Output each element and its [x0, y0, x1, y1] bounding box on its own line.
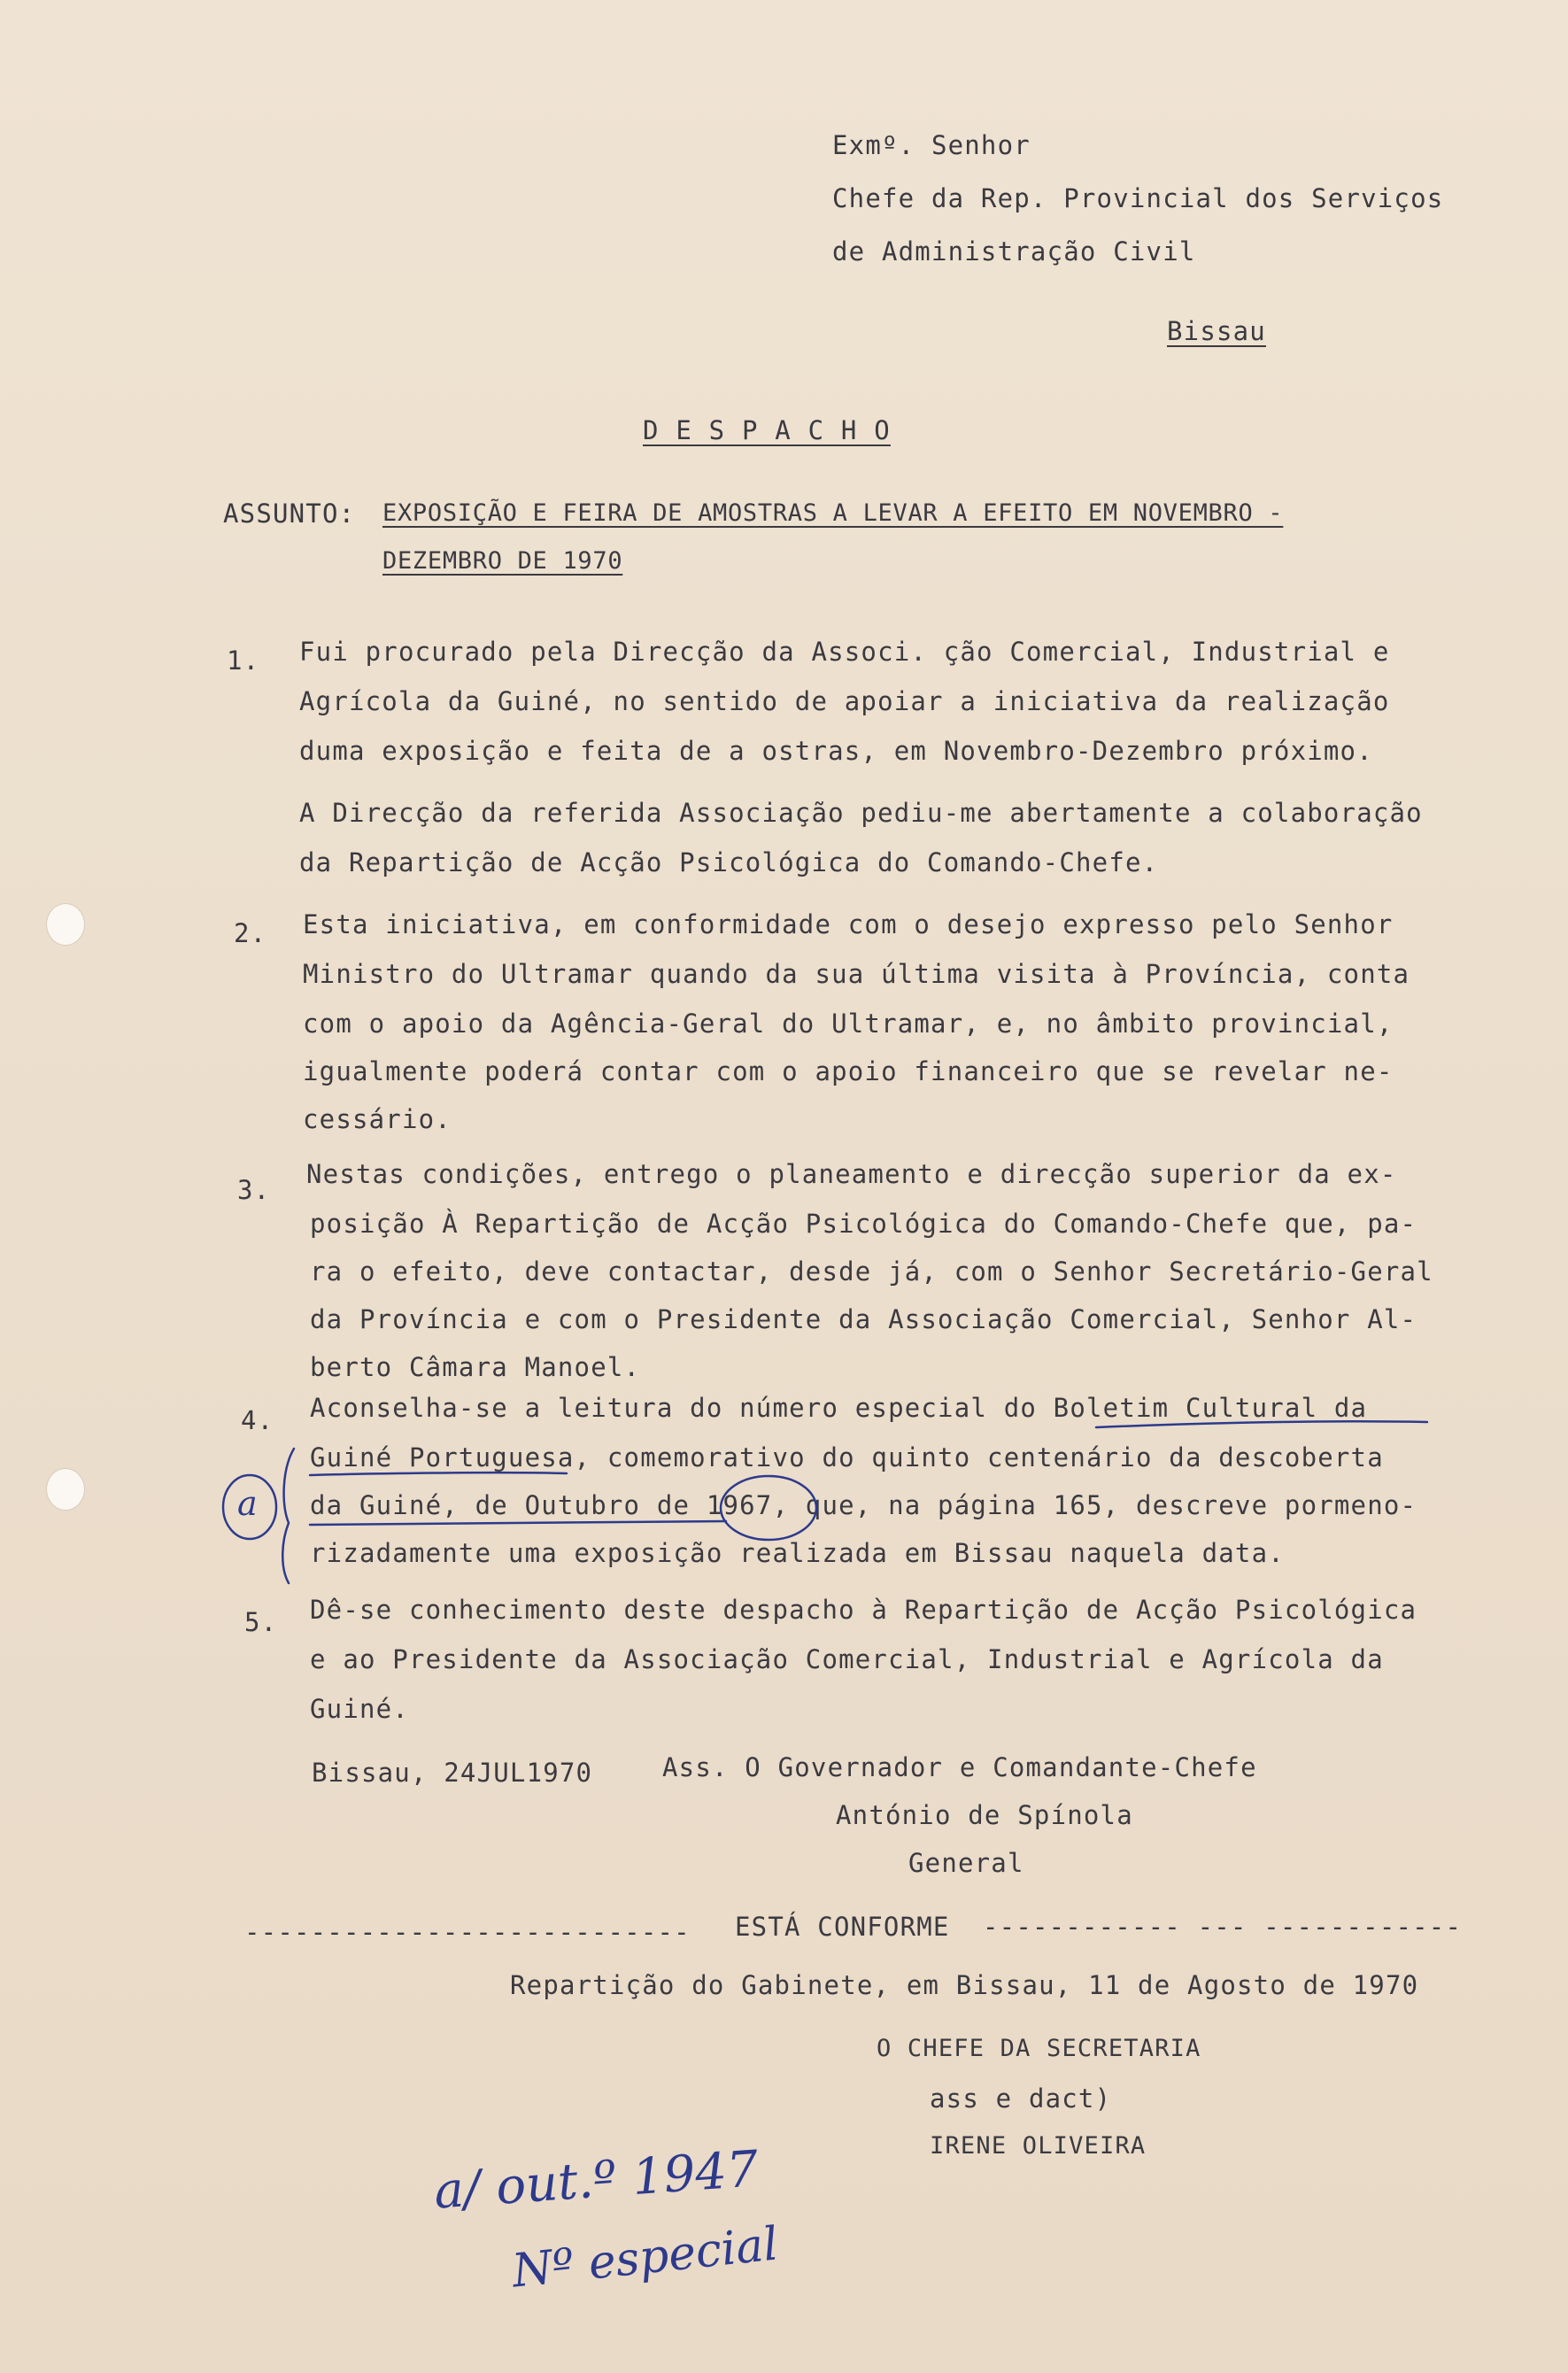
ink-bracket — [282, 1449, 294, 1583]
paragraph-4-line-1: Aconselha-se a leitura do número especial do Boletim Cultural da — [310, 1393, 1368, 1423]
paragraph-number: 2. — [234, 918, 267, 948]
paragraph-3-line-2: posição À Repartição de Acção Psicológica do Comando-Chefe que, pa- — [310, 1209, 1417, 1239]
paragraph-number: 5. — [244, 1607, 278, 1637]
paragraph-5-line-2: e ao Presidente da Associação Comercial, Industrial e Agrícola da — [310, 1644, 1384, 1674]
paragraph-4-line-4: rizadamente uma exposição realizada em Bissau naquela data. — [310, 1538, 1285, 1568]
conforme-label: ESTÁ CONFORME — [735, 1912, 950, 1942]
paragraph-1b-line-1: A Direcção da referida Associação pediu-me abertamente a colaboração — [299, 798, 1423, 828]
handwritten-note-date: a/ out.º 1947 — [432, 2140, 761, 2221]
margin-annotation: a — [237, 1484, 258, 1523]
address-place: Bissau — [1167, 316, 1266, 346]
conforme-divider-left: --------------------------- — [244, 1917, 691, 1947]
address-line-3: de Administração Civil — [832, 236, 1196, 267]
paragraph-2-line-3: com o apoio da Agência-Geral do Ultramar, e, no âmbito provincial, — [303, 1009, 1394, 1039]
signature-date: Bissau, 24JUL1970 — [312, 1758, 593, 1788]
paragraph-1b-line-2: da Repartição de Acção Psicológica do Comando-Chefe. — [299, 847, 1159, 877]
handwritten-note-special: Nº especial — [509, 2217, 781, 2299]
paragraph-2-line-5: cessário. — [303, 1104, 452, 1134]
subject-line-1: EXPOSIÇÃO E FEIRA DE AMOSTRAS A LEVAR A EFEITO EM NOVEMBRO - — [382, 499, 1284, 527]
signature-name: António de Spínola — [836, 1800, 1133, 1830]
footer-chief: O CHEFE DA SECRETARIA — [877, 2035, 1201, 2062]
conforme-divider-right: ------------ --- ------------ — [983, 1912, 1463, 1942]
footer-ass: ass e dact) — [930, 2083, 1112, 2114]
paragraph-number: 3. — [237, 1175, 271, 1205]
paragraph-2-line-2: Ministro do Ultramar quando da sua última visita à Província, conta — [303, 959, 1410, 989]
paragraph-3-line-5: berto Câmara Manoel. — [310, 1352, 641, 1382]
paragraph-number: 4. — [241, 1405, 274, 1435]
ink-circle-1967 — [721, 1476, 816, 1540]
paragraph-5-line-1: Dê-se conhecimento deste despacho à Repartição de Acção Psicológica — [310, 1595, 1417, 1625]
paragraph-2-line-1: Esta iniciativa, em conformidade com o desejo expresso pelo Senhor — [303, 909, 1394, 939]
paragraph-4-line-3: da Guiné, de Outubro de 1967, que, na página 165, descreve pormeno- — [310, 1490, 1417, 1520]
ink-underline-outubro — [310, 1521, 726, 1525]
ink-underline-guine — [310, 1472, 567, 1475]
signature-rank: General — [908, 1848, 1024, 1878]
footer-name: IRENE OLIVEIRA — [930, 2132, 1147, 2160]
paragraph-number: 1. — [227, 645, 260, 676]
paragraph-3-line-4: da Província e com o Presidente da Associação Comercial, Senhor Al- — [310, 1304, 1417, 1334]
paragraph-2-line-4: igualmente poderá contar com o apoio financeiro que se revelar ne- — [303, 1056, 1394, 1086]
ink-underline-boletim — [1096, 1421, 1427, 1427]
paragraph-3-line-1: Nestas condições, entrego o planeamento e direcção superior da ex- — [306, 1159, 1397, 1189]
signature-ass: Ass. O Governador e Comandante-Chefe — [662, 1752, 1257, 1782]
address-line-1: Exmº. Senhor — [832, 130, 1031, 160]
subject-label: ASSUNTO: — [223, 499, 356, 529]
address-line-2: Chefe da Rep. Provincial dos Serviços — [832, 183, 1444, 213]
paragraph-4-line-2: Guiné Portuguesa, comemorativo do quinto centenário da descoberta — [310, 1442, 1384, 1472]
paragraph-1-line-1: Fui procurado pela Direcção da Associ. ção Comercial, Industrial e — [299, 637, 1390, 667]
document-title: D E S P A C H O — [643, 415, 891, 445]
paragraph-1-line-2: Agrícola da Guiné, no sentido de apoiar a iniciativa da realização — [299, 686, 1390, 716]
subject-line-2: DEZEMBRO DE 1970 — [382, 547, 623, 575]
footer-place-date: Repartição do Gabinete, em Bissau, 11 de Agosto de 1970 — [510, 1970, 1419, 2000]
paragraph-1-line-3: duma exposição e feita de a ostras, em Novembro-Dezembro próximo. — [299, 736, 1373, 766]
paragraph-3-line-3: ra o efeito, deve contactar, desde já, com o Senhor Secretário-Geral — [310, 1256, 1433, 1287]
paragraph-5-line-3: Guiné. — [310, 1694, 409, 1724]
